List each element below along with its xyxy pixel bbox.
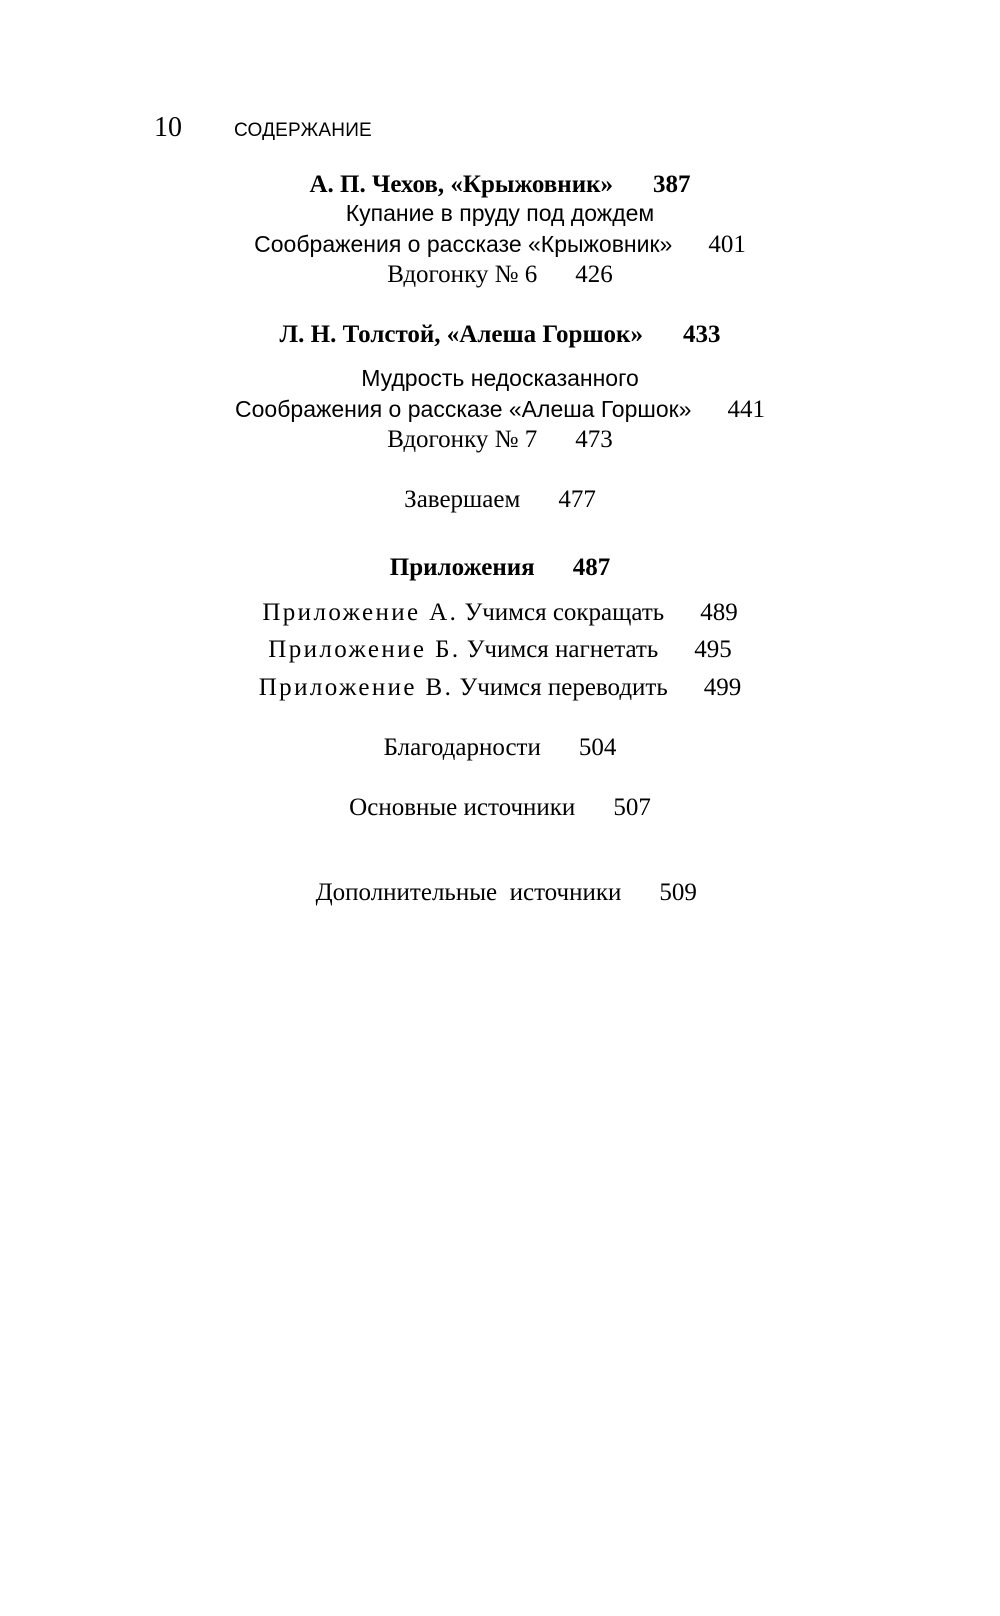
toc-entry-page: 504 xyxy=(578,734,617,761)
toc-entry-title: Вдогонку № 6 xyxy=(387,261,538,288)
toc-entry-title: Вдогонку № 7 xyxy=(387,426,538,453)
toc-entry-prefix: Приложение В. xyxy=(258,674,454,701)
toc-entry-appendix-v[interactable] xyxy=(0,675,1000,700)
toc-entry-appendix-b[interactable] xyxy=(0,637,1000,662)
toc-entry-prefix: Приложение А. xyxy=(262,599,459,626)
toc-entry-title: Приложения xyxy=(389,554,535,581)
toc-subtitle-text: Купание в пруду под дождем xyxy=(345,200,655,226)
toc-entry-page: 489 xyxy=(700,599,738,626)
toc-entry-prefix: Приложение Б. xyxy=(268,636,461,663)
toc-subtitle-chekhov xyxy=(0,202,1000,225)
toc-entry-tolstoy[interactable] xyxy=(0,322,1000,347)
toc-entry-page: 426 xyxy=(575,261,613,288)
toc-entry-page: 499 xyxy=(703,674,742,701)
toc-entry-chekhov-reflections[interactable] xyxy=(0,232,1000,257)
toc-entry-extra-sources[interactable] xyxy=(0,855,1000,905)
toc-subtitle-text: Мудрость недосказанного xyxy=(361,365,639,391)
toc-entry-page: 433 xyxy=(682,321,721,348)
toc-entry-page: 509 xyxy=(659,879,697,906)
toc-entry-title: Учимся переводить xyxy=(459,674,668,701)
toc-entry-title: Учимся сокращать xyxy=(464,599,665,626)
toc-entry-page: 401 xyxy=(708,231,746,258)
toc-entry-appendix-a[interactable] xyxy=(0,600,1000,625)
toc-entry-conclusion[interactable] xyxy=(0,487,1000,512)
toc-entry-page: 487 xyxy=(572,554,611,581)
toc-entry-tolstoy-reflections[interactable] xyxy=(0,397,1000,422)
toc-entry-title: Соображения о рассказе «Крыжовник» xyxy=(254,231,673,257)
toc-entry-appendices[interactable] xyxy=(0,555,1000,580)
toc-entry-page: 387 xyxy=(653,171,691,198)
page-header xyxy=(154,112,372,152)
toc-entry-main-sources[interactable] xyxy=(0,795,1000,820)
toc-entry-page: 473 xyxy=(575,426,613,453)
toc-entry-acknowledgements[interactable] xyxy=(0,735,1000,760)
toc-entry-title: Соображения о рассказе «Алеша Горшок» xyxy=(235,396,692,422)
toc-entry-chekhov[interactable] xyxy=(0,172,1000,197)
toc-entry-title: Учимся нагнетать xyxy=(466,636,659,663)
toc-entry-title: А. П. Чехов, «Крыжовник» xyxy=(309,171,613,198)
page-number: 10 xyxy=(154,112,182,143)
toc-entry-title: Благодарности xyxy=(383,734,541,761)
toc-entry-vdogonku-6[interactable] xyxy=(0,262,1000,287)
toc-entry-title: Основные источники xyxy=(349,794,576,821)
toc-subtitle-tolstoy xyxy=(0,367,1000,390)
running-head: СОДЕРЖАНИЕ xyxy=(234,120,372,141)
toc-entry-page: 495 xyxy=(694,636,732,663)
toc-entry-page: 441 xyxy=(727,396,765,423)
toc-entry-title: Дополнительные источники xyxy=(315,879,622,906)
toc-entry-page: 477 xyxy=(558,486,596,513)
toc-entry-page: 507 xyxy=(613,794,651,821)
toc-entry-title: Завершаем xyxy=(404,486,521,513)
toc-entry-title: Л. Н. Толстой, «Алеша Горшок» xyxy=(279,321,643,348)
toc-entry-vdogonku-7[interactable] xyxy=(0,427,1000,452)
